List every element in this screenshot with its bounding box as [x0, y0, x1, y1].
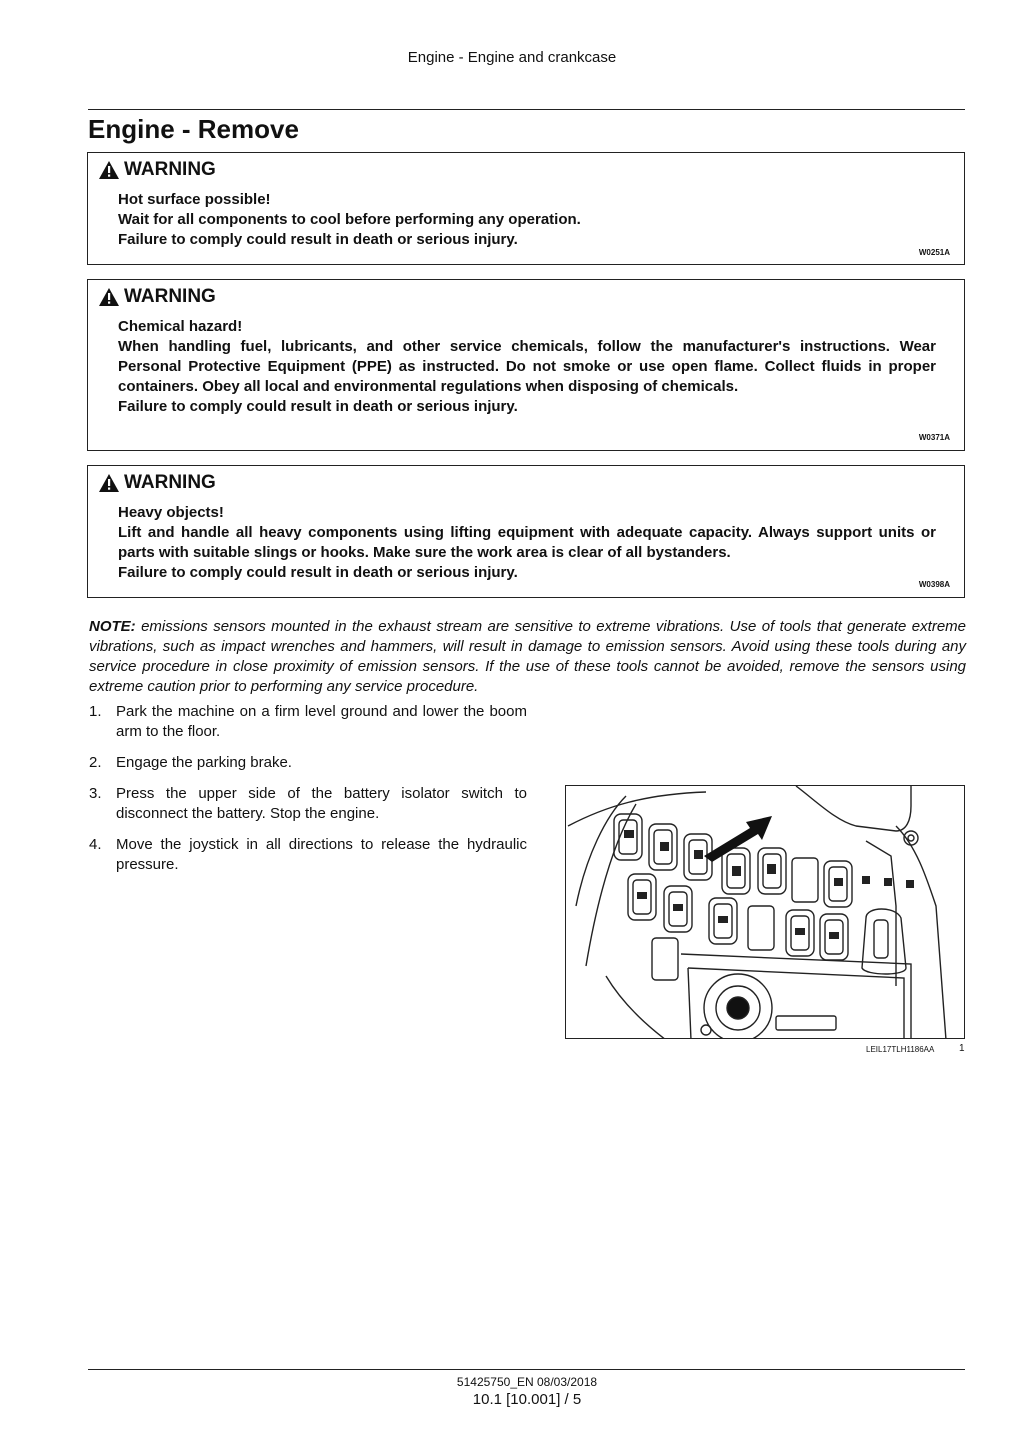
warning-text: [118, 503, 936, 583]
warning-line: Hot surface possible!: [118, 191, 271, 208]
footer-doc-id: 51425750_EN 08/03/2018: [456, 1375, 598, 1389]
warning-label: WARNING: [124, 159, 216, 180]
warning-code: W0371A: [918, 433, 950, 442]
note-paragraph: [89, 617, 966, 697]
warning-triangle-icon: [98, 160, 120, 180]
list-item: [89, 784, 527, 824]
list-item: [89, 753, 527, 773]
warning-line: Failure to comply could result in death or serious injury.: [118, 564, 518, 581]
warning-heading: [98, 159, 216, 181]
note-label: NOTE:: [89, 618, 136, 635]
pointer-arrow-icon: [704, 816, 772, 862]
warning-code: W0251A: [918, 248, 950, 257]
figure-caption: LEIL17TLH1186AA: [866, 1045, 935, 1054]
warning-line: Heavy objects!: [118, 504, 224, 521]
figure-number: 1: [959, 1043, 965, 1054]
switch-panel-figure: [565, 785, 965, 1039]
step-text: Engage the parking brake.: [116, 754, 292, 771]
warning-box-chemical-hazard: [87, 279, 965, 451]
warning-line: Wait for all components to cool before performing any operation.: [118, 211, 581, 228]
header-rule: [88, 109, 965, 110]
step-number: 2.: [89, 754, 102, 771]
list-item: [89, 835, 527, 875]
step-number: 3.: [89, 785, 102, 802]
warning-text: [118, 190, 936, 250]
warning-line: Failure to comply could result in death or serious injury.: [118, 231, 518, 248]
procedure-steps: [89, 702, 527, 886]
warning-line: When handling fuel, lubricants, and other service chemicals, follow the manufacturer's instructions. Wear Personal Protective Equipment (PPE) as instructed. Do not smoke or use open flame. Collect fluids in proper containers. Obey all local and environmental regulations when disposing of chemicals.: [118, 338, 936, 395]
step-text: Press the upper side of the battery isolator switch to disconnect the battery. Stop the engine.: [116, 785, 527, 822]
step-text: Park the machine on a firm level ground and lower the boom arm to the floor.: [116, 703, 527, 740]
warning-text: [118, 317, 936, 417]
warning-box-hot-surface: [87, 152, 965, 265]
warning-line: Lift and handle all heavy components using lifting equipment with adequate capacity. Always support units or parts with suitable slings or hooks. Make sure the work area is clear of all bystanders.: [118, 524, 936, 561]
step-text: Move the joystick in all directions to release the hydraulic pressure.: [116, 836, 527, 873]
warning-label: WARNING: [124, 472, 216, 493]
warning-triangle-icon: [98, 287, 120, 307]
warning-code: W0398A: [918, 580, 950, 589]
page-title: Engine - Remove: [88, 114, 299, 144]
warning-triangle-icon: [98, 473, 120, 493]
warning-label: WARNING: [124, 286, 216, 307]
step-number: 1.: [89, 703, 102, 720]
list-item: [89, 702, 527, 742]
warning-box-heavy-objects: [87, 465, 965, 598]
warning-line: Chemical hazard!: [118, 318, 243, 335]
footer-rule: [88, 1369, 965, 1370]
warning-line: Failure to comply could result in death or serious injury.: [118, 398, 518, 415]
step-number: 4.: [89, 836, 102, 853]
switch-panel-illustration: [566, 786, 965, 1039]
note-text: emissions sensors mounted in the exhaust stream are sensitive to extreme vibrations. Use of tools that generate extreme vibrations, such as impact wrenches and hammers, will result in damage to emission sensors. Avoid using these tools during any service procedure in close proximity of emission sensors. If the use of these tools cannot be avoided, remove the sensors using extreme caution prior to performing any service procedure.: [89, 618, 966, 695]
warning-heading: [98, 286, 216, 308]
rocker-switch-group: [614, 814, 852, 907]
footer-page-ref: 10.1 [10.001] / 5: [472, 1391, 582, 1408]
warning-heading: [98, 472, 216, 494]
running-header: Engine - Engine and crankcase: [407, 49, 617, 66]
